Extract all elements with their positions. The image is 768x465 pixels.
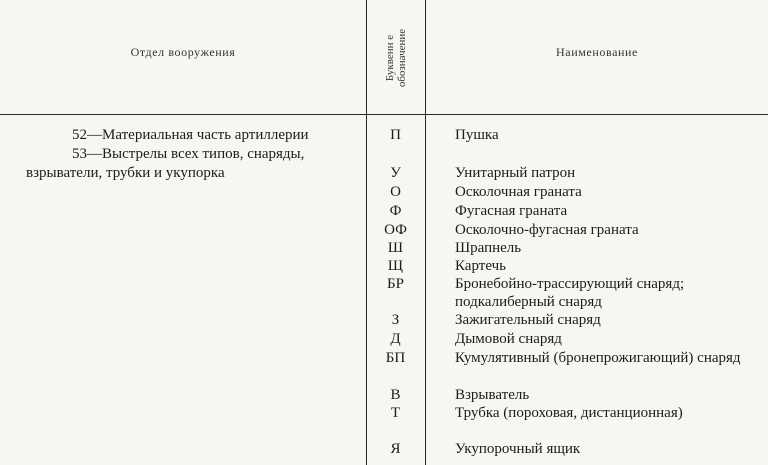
department-item	[0, 145, 366, 183]
department-list	[0, 126, 366, 183]
name-cell: Пушка	[455, 127, 499, 143]
code-cell: Я	[390, 441, 401, 457]
code-cell: В	[390, 387, 401, 403]
code-cell: Ф	[389, 203, 402, 219]
code-cell: У	[390, 165, 401, 181]
name-cell-wrap: Бронебойно-трассирующий снаряд; подкалиберный снаряд	[455, 276, 685, 310]
name-cell: Дымовой снаряд	[455, 331, 562, 347]
name-cell: Шрапнель	[455, 240, 522, 256]
department-text: 53—Выстрелы всех типов, снаряды, взрыватели, трубки и укупорка	[26, 146, 305, 181]
name-cell: Укупорочный ящик	[455, 441, 581, 457]
name-cell-wrap: Кумулятивный (бронепрожигающий) снаряд	[455, 350, 741, 366]
code-cell: ОФ	[384, 222, 407, 238]
code-cell: Д	[390, 331, 401, 347]
column-divider-2	[425, 0, 426, 465]
header-code-cell	[369, 8, 423, 108]
name-cell: Унитарный патрон	[455, 165, 576, 181]
name-cell: Осколочная граната	[455, 184, 582, 200]
name-cell: Осколочно-фугасная граната	[455, 222, 639, 238]
header-department: Отдел вооружения	[130, 45, 236, 59]
department-text: 52—Материальная часть артиллерии	[72, 127, 309, 143]
code-cell: П	[390, 127, 401, 143]
code-cell: Щ	[387, 258, 404, 274]
code-cell: БР	[387, 276, 404, 292]
name-cell: Зажигательный снаряд	[455, 312, 601, 328]
header-code: Буквенн е обозначение	[384, 28, 408, 88]
code-cell: Т	[390, 405, 401, 421]
name-cell-wrap: Трубка (пороховая, дистанционная)	[455, 405, 683, 421]
name-cell: Взрыватель	[455, 387, 530, 403]
name-cell: Фугасная граната	[455, 203, 568, 219]
code-cell: О	[390, 184, 401, 200]
department-item	[0, 126, 366, 145]
name-cell: Картечь	[455, 258, 506, 274]
code-cell: Ш	[387, 240, 404, 256]
code-cell: З	[391, 312, 400, 328]
header-name: Наименование	[556, 45, 638, 59]
code-cell: БП	[385, 350, 406, 366]
header-divider	[0, 114, 768, 115]
